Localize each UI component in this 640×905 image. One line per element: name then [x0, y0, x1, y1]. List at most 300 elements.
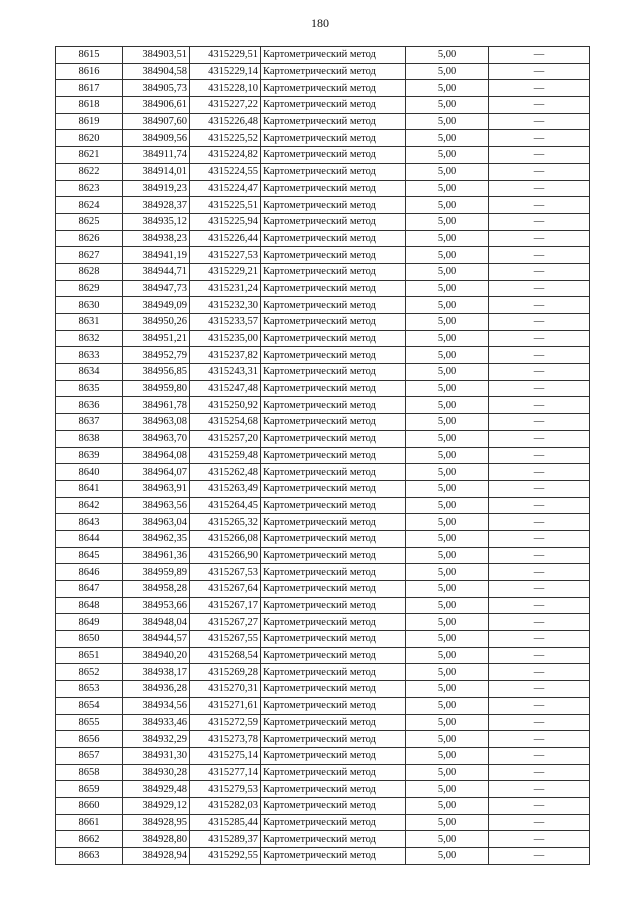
x-coordinate-cell: 384934,56 [123, 697, 190, 714]
description-cell: — [489, 113, 590, 130]
table-row [56, 747, 590, 764]
point-number-cell: 8628 [56, 263, 123, 280]
point-number-cell: 8646 [56, 564, 123, 581]
y-coordinate-cell: 4315225,51 [190, 197, 261, 214]
method-cell: Картометрический метод [261, 263, 406, 280]
table-row [56, 631, 590, 648]
accuracy-cell: 5,00 [406, 247, 489, 264]
description-cell: — [489, 614, 590, 631]
x-coordinate-cell: 384907,60 [123, 113, 190, 130]
description-cell: — [489, 714, 590, 731]
description-cell: — [489, 631, 590, 648]
point-number-cell: 8642 [56, 497, 123, 514]
description-cell: — [489, 230, 590, 247]
accuracy-cell: 5,00 [406, 631, 489, 648]
x-coordinate-cell: 384959,80 [123, 380, 190, 397]
x-coordinate-cell: 384930,28 [123, 764, 190, 781]
y-coordinate-cell: 4315247,48 [190, 380, 261, 397]
x-coordinate-cell: 384964,08 [123, 447, 190, 464]
y-coordinate-cell: 4315264,45 [190, 497, 261, 514]
x-coordinate-cell: 384952,79 [123, 347, 190, 364]
table-row [56, 564, 590, 581]
description-cell: — [489, 247, 590, 264]
y-coordinate-cell: 4315267,55 [190, 631, 261, 648]
method-cell: Картометрический метод [261, 280, 406, 297]
description-cell: — [489, 647, 590, 664]
table-row [56, 80, 590, 97]
accuracy-cell: 5,00 [406, 397, 489, 414]
x-coordinate-cell: 384938,17 [123, 664, 190, 681]
accuracy-cell: 5,00 [406, 530, 489, 547]
y-coordinate-cell: 4315225,94 [190, 213, 261, 230]
x-coordinate-cell: 384958,28 [123, 581, 190, 598]
table-row [56, 497, 590, 514]
description-cell: — [489, 47, 590, 64]
table-row [56, 464, 590, 481]
point-number-cell: 8650 [56, 631, 123, 648]
point-number-cell: 8623 [56, 180, 123, 197]
accuracy-cell: 5,00 [406, 47, 489, 64]
point-number-cell: 8619 [56, 113, 123, 130]
table-row [56, 213, 590, 230]
y-coordinate-cell: 4315233,57 [190, 314, 261, 331]
method-cell: Картометрический метод [261, 497, 406, 514]
y-coordinate-cell: 4315275,14 [190, 747, 261, 764]
x-coordinate-cell: 384951,21 [123, 330, 190, 347]
table-row [56, 330, 590, 347]
accuracy-cell: 5,00 [406, 380, 489, 397]
method-cell: Картометрический метод [261, 113, 406, 130]
x-coordinate-cell: 384906,61 [123, 97, 190, 114]
method-cell: Картометрический метод [261, 480, 406, 497]
x-coordinate-cell: 384928,95 [123, 814, 190, 831]
y-coordinate-cell: 4315226,48 [190, 113, 261, 130]
table-row [56, 664, 590, 681]
point-number-cell: 8640 [56, 464, 123, 481]
accuracy-cell: 5,00 [406, 347, 489, 364]
y-coordinate-cell: 4315267,64 [190, 581, 261, 598]
accuracy-cell: 5,00 [406, 714, 489, 731]
description-cell: — [489, 530, 590, 547]
x-coordinate-cell: 384905,73 [123, 80, 190, 97]
description-cell: — [489, 831, 590, 848]
accuracy-cell: 5,00 [406, 197, 489, 214]
description-cell: — [489, 263, 590, 280]
y-coordinate-cell: 4315228,10 [190, 80, 261, 97]
description-cell: — [489, 814, 590, 831]
description-cell: — [489, 297, 590, 314]
y-coordinate-cell: 4315224,82 [190, 147, 261, 164]
y-coordinate-cell: 4315231,24 [190, 280, 261, 297]
table-row [56, 47, 590, 64]
method-cell: Картометрический метод [261, 397, 406, 414]
table-row [56, 530, 590, 547]
method-cell: Картометрический метод [261, 797, 406, 814]
description-cell: — [489, 213, 590, 230]
accuracy-cell: 5,00 [406, 647, 489, 664]
table-row [56, 681, 590, 698]
method-cell: Картометрический метод [261, 364, 406, 381]
point-number-cell: 8635 [56, 380, 123, 397]
table-row [56, 297, 590, 314]
y-coordinate-cell: 4315243,31 [190, 364, 261, 381]
method-cell: Картометрический метод [261, 97, 406, 114]
accuracy-cell: 5,00 [406, 497, 489, 514]
method-cell: Картометрический метод [261, 731, 406, 748]
table-row [56, 764, 590, 781]
method-cell: Картометрический метод [261, 180, 406, 197]
table-row [56, 714, 590, 731]
point-number-cell: 8641 [56, 480, 123, 497]
point-number-cell: 8651 [56, 647, 123, 664]
point-number-cell: 8631 [56, 314, 123, 331]
point-number-cell: 8622 [56, 163, 123, 180]
point-number-cell: 8644 [56, 530, 123, 547]
x-coordinate-cell: 384962,35 [123, 530, 190, 547]
accuracy-cell: 5,00 [406, 464, 489, 481]
point-number-cell: 8627 [56, 247, 123, 264]
x-coordinate-cell: 384911,74 [123, 147, 190, 164]
method-cell: Картометрический метод [261, 647, 406, 664]
accuracy-cell: 5,00 [406, 97, 489, 114]
description-cell: — [489, 514, 590, 531]
x-coordinate-cell: 384936,28 [123, 681, 190, 698]
point-number-cell: 8618 [56, 97, 123, 114]
description-cell: — [489, 564, 590, 581]
description-cell: — [489, 547, 590, 564]
point-number-cell: 8643 [56, 514, 123, 531]
y-coordinate-cell: 4315270,31 [190, 681, 261, 698]
description-cell: — [489, 180, 590, 197]
accuracy-cell: 5,00 [406, 564, 489, 581]
x-coordinate-cell: 384909,56 [123, 130, 190, 147]
description-cell: — [489, 764, 590, 781]
y-coordinate-cell: 4315257,20 [190, 430, 261, 447]
method-cell: Картометрический метод [261, 464, 406, 481]
page-number: 180 [311, 16, 329, 30]
table-row [56, 831, 590, 848]
y-coordinate-cell: 4315267,17 [190, 597, 261, 614]
y-coordinate-cell: 4315229,51 [190, 47, 261, 64]
point-number-cell: 8662 [56, 831, 123, 848]
table-row [56, 430, 590, 447]
method-cell: Картометрический метод [261, 514, 406, 531]
description-cell: — [489, 80, 590, 97]
method-cell: Картометрический метод [261, 130, 406, 147]
y-coordinate-cell: 4315254,68 [190, 414, 261, 431]
y-coordinate-cell: 4315232,30 [190, 297, 261, 314]
y-coordinate-cell: 4315292,55 [190, 848, 261, 865]
description-cell: — [489, 731, 590, 748]
method-cell: Картометрический метод [261, 347, 406, 364]
description-cell: — [489, 747, 590, 764]
description-cell: — [489, 781, 590, 798]
x-coordinate-cell: 384963,70 [123, 430, 190, 447]
point-number-cell: 8663 [56, 848, 123, 865]
y-coordinate-cell: 4315282,03 [190, 797, 261, 814]
method-cell: Картометрический метод [261, 430, 406, 447]
method-cell: Картометрический метод [261, 581, 406, 598]
table-row [56, 614, 590, 631]
description-cell: — [489, 380, 590, 397]
x-coordinate-cell: 384964,07 [123, 464, 190, 481]
table-row [56, 581, 590, 598]
x-coordinate-cell: 384928,37 [123, 197, 190, 214]
method-cell: Картометрический метод [261, 213, 406, 230]
y-coordinate-cell: 4315289,37 [190, 831, 261, 848]
point-number-cell: 8648 [56, 597, 123, 614]
description-cell: — [489, 414, 590, 431]
accuracy-cell: 5,00 [406, 681, 489, 698]
method-cell: Картометрический метод [261, 414, 406, 431]
y-coordinate-cell: 4315269,28 [190, 664, 261, 681]
y-coordinate-cell: 4315266,08 [190, 530, 261, 547]
accuracy-cell: 5,00 [406, 747, 489, 764]
accuracy-cell: 5,00 [406, 280, 489, 297]
description-cell: — [489, 447, 590, 464]
y-coordinate-cell: 4315226,44 [190, 230, 261, 247]
description-cell: — [489, 97, 590, 114]
y-coordinate-cell: 4315229,21 [190, 263, 261, 280]
description-cell: — [489, 364, 590, 381]
point-number-cell: 8638 [56, 430, 123, 447]
point-number-cell: 8637 [56, 414, 123, 431]
accuracy-cell: 5,00 [406, 447, 489, 464]
point-number-cell: 8621 [56, 147, 123, 164]
table-row [56, 848, 590, 865]
method-cell: Картометрический метод [261, 831, 406, 848]
description-cell: — [489, 330, 590, 347]
table-row [56, 731, 590, 748]
method-cell: Картометрический метод [261, 631, 406, 648]
method-cell: Картометрический метод [261, 297, 406, 314]
x-coordinate-cell: 384931,30 [123, 747, 190, 764]
x-coordinate-cell: 384941,19 [123, 247, 190, 264]
table-row [56, 247, 590, 264]
table-row [56, 647, 590, 664]
accuracy-cell: 5,00 [406, 514, 489, 531]
method-cell: Картометрический метод [261, 697, 406, 714]
accuracy-cell: 5,00 [406, 814, 489, 831]
x-coordinate-cell: 384959,89 [123, 564, 190, 581]
method-cell: Картометрический метод [261, 848, 406, 865]
point-number-cell: 8632 [56, 330, 123, 347]
table-row [56, 197, 590, 214]
y-coordinate-cell: 4315267,53 [190, 564, 261, 581]
accuracy-cell: 5,00 [406, 581, 489, 598]
description-cell: — [489, 581, 590, 598]
x-coordinate-cell: 384963,08 [123, 414, 190, 431]
x-coordinate-cell: 384944,57 [123, 631, 190, 648]
description-cell: — [489, 197, 590, 214]
accuracy-cell: 5,00 [406, 147, 489, 164]
table-row [56, 280, 590, 297]
x-coordinate-cell: 384932,29 [123, 731, 190, 748]
point-number-cell: 8625 [56, 213, 123, 230]
accuracy-cell: 5,00 [406, 547, 489, 564]
method-cell: Картометрический метод [261, 781, 406, 798]
table-row [56, 514, 590, 531]
method-cell: Картометрический метод [261, 80, 406, 97]
y-coordinate-cell: 4315225,52 [190, 130, 261, 147]
x-coordinate-cell: 384961,78 [123, 397, 190, 414]
table-row [56, 697, 590, 714]
y-coordinate-cell: 4315272,59 [190, 714, 261, 731]
accuracy-cell: 5,00 [406, 180, 489, 197]
table-row [56, 547, 590, 564]
point-number-cell: 8636 [56, 397, 123, 414]
x-coordinate-cell: 384963,91 [123, 480, 190, 497]
y-coordinate-cell: 4315285,44 [190, 814, 261, 831]
accuracy-cell: 5,00 [406, 831, 489, 848]
table-row [56, 480, 590, 497]
point-number-cell: 8617 [56, 80, 123, 97]
method-cell: Картометрический метод [261, 247, 406, 264]
table-row [56, 347, 590, 364]
accuracy-cell: 5,00 [406, 781, 489, 798]
point-number-cell: 8660 [56, 797, 123, 814]
accuracy-cell: 5,00 [406, 430, 489, 447]
point-number-cell: 8657 [56, 747, 123, 764]
x-coordinate-cell: 384948,04 [123, 614, 190, 631]
method-cell: Картометрический метод [261, 664, 406, 681]
description-cell: — [489, 597, 590, 614]
y-coordinate-cell: 4315277,14 [190, 764, 261, 781]
accuracy-cell: 5,00 [406, 414, 489, 431]
accuracy-cell: 5,00 [406, 80, 489, 97]
table-row [56, 797, 590, 814]
y-coordinate-cell: 4315265,32 [190, 514, 261, 531]
table-row [56, 380, 590, 397]
table-row [56, 814, 590, 831]
point-number-cell: 8656 [56, 731, 123, 748]
point-number-cell: 8626 [56, 230, 123, 247]
method-cell: Картометрический метод [261, 614, 406, 631]
accuracy-cell: 5,00 [406, 113, 489, 130]
description-cell: — [489, 430, 590, 447]
table-row [56, 397, 590, 414]
y-coordinate-cell: 4315271,61 [190, 697, 261, 714]
table-row [56, 230, 590, 247]
y-coordinate-cell: 4315279,53 [190, 781, 261, 798]
x-coordinate-cell: 384938,23 [123, 230, 190, 247]
x-coordinate-cell: 384956,85 [123, 364, 190, 381]
point-number-cell: 8647 [56, 581, 123, 598]
description-cell: — [489, 130, 590, 147]
accuracy-cell: 5,00 [406, 314, 489, 331]
description-cell: — [489, 63, 590, 80]
accuracy-cell: 5,00 [406, 697, 489, 714]
method-cell: Картометрический метод [261, 47, 406, 64]
accuracy-cell: 5,00 [406, 664, 489, 681]
point-number-cell: 8624 [56, 197, 123, 214]
point-number-cell: 8661 [56, 814, 123, 831]
method-cell: Картометрический метод [261, 163, 406, 180]
accuracy-cell: 5,00 [406, 230, 489, 247]
method-cell: Картометрический метод [261, 63, 406, 80]
description-cell: — [489, 848, 590, 865]
accuracy-cell: 5,00 [406, 480, 489, 497]
accuracy-cell: 5,00 [406, 330, 489, 347]
accuracy-cell: 5,00 [406, 848, 489, 865]
table-row [56, 597, 590, 614]
table-row [56, 113, 590, 130]
method-cell: Картометрический метод [261, 197, 406, 214]
method-cell: Картометрический метод [261, 447, 406, 464]
description-cell: — [489, 314, 590, 331]
point-number-cell: 8615 [56, 47, 123, 64]
point-number-cell: 8634 [56, 364, 123, 381]
x-coordinate-cell: 384929,48 [123, 781, 190, 798]
y-coordinate-cell: 4315227,22 [190, 97, 261, 114]
table-row [56, 314, 590, 331]
table-row [56, 781, 590, 798]
accuracy-cell: 5,00 [406, 63, 489, 80]
x-coordinate-cell: 384914,01 [123, 163, 190, 180]
coordinates-table [55, 46, 590, 865]
x-coordinate-cell: 384933,46 [123, 714, 190, 731]
x-coordinate-cell: 384963,04 [123, 514, 190, 531]
description-cell: — [489, 163, 590, 180]
y-coordinate-cell: 4315262,48 [190, 464, 261, 481]
point-number-cell: 8649 [56, 614, 123, 631]
description-cell: — [489, 280, 590, 297]
y-coordinate-cell: 4315237,82 [190, 347, 261, 364]
y-coordinate-cell: 4315273,78 [190, 731, 261, 748]
x-coordinate-cell: 384963,56 [123, 497, 190, 514]
y-coordinate-cell: 4315227,53 [190, 247, 261, 264]
point-number-cell: 8653 [56, 681, 123, 698]
description-cell: — [489, 480, 590, 497]
y-coordinate-cell: 4315263,49 [190, 480, 261, 497]
y-coordinate-cell: 4315266,90 [190, 547, 261, 564]
x-coordinate-cell: 384928,94 [123, 848, 190, 865]
accuracy-cell: 5,00 [406, 297, 489, 314]
point-number-cell: 8654 [56, 697, 123, 714]
x-coordinate-cell: 384935,12 [123, 213, 190, 230]
method-cell: Картометрический метод [261, 681, 406, 698]
point-number-cell: 8645 [56, 547, 123, 564]
table-row [56, 447, 590, 464]
point-number-cell: 8630 [56, 297, 123, 314]
description-cell: — [489, 147, 590, 164]
table-row [56, 263, 590, 280]
method-cell: Картометрический метод [261, 380, 406, 397]
x-coordinate-cell: 384953,66 [123, 597, 190, 614]
table-row [56, 147, 590, 164]
point-number-cell: 8616 [56, 63, 123, 80]
method-cell: Картометрический метод [261, 147, 406, 164]
accuracy-cell: 5,00 [406, 163, 489, 180]
y-coordinate-cell: 4315229,14 [190, 63, 261, 80]
table-row [56, 364, 590, 381]
method-cell: Картометрический метод [261, 814, 406, 831]
description-cell: — [489, 797, 590, 814]
y-coordinate-cell: 4315250,92 [190, 397, 261, 414]
x-coordinate-cell: 384944,71 [123, 263, 190, 280]
x-coordinate-cell: 384928,80 [123, 831, 190, 848]
method-cell: Картометрический метод [261, 597, 406, 614]
table-row [56, 180, 590, 197]
table-row [56, 130, 590, 147]
point-number-cell: 8655 [56, 714, 123, 731]
point-number-cell: 8652 [56, 664, 123, 681]
point-number-cell: 8633 [56, 347, 123, 364]
x-coordinate-cell: 384949,09 [123, 297, 190, 314]
x-coordinate-cell: 384961,36 [123, 547, 190, 564]
y-coordinate-cell: 4315267,27 [190, 614, 261, 631]
description-cell: — [489, 681, 590, 698]
